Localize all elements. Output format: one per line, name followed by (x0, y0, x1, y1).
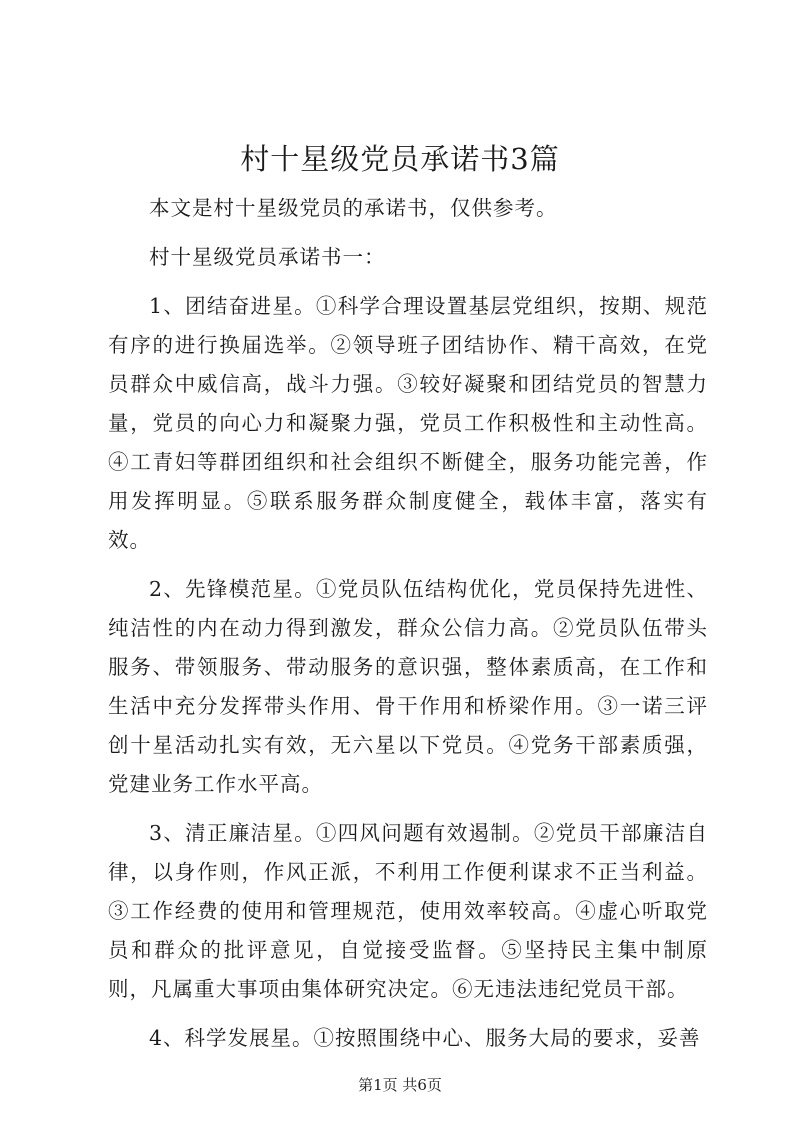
paragraph-item-3: 3、清正廉洁星。①四风问题有效遏制。②党员干部廉洁自律，以身作则，作风正派，不利用工作便利谋求不正当利益。③工作经费的使用和管理规范，使用效率较高。④虚心听取党员和群众的批评意见，自觉接受监督。⑤坚持民主集中制原则，凡属重大事项由集体研究决定。⑥无违法违纪党员干部。 (108, 821, 708, 1001)
paragraph-item-4: 4、科学发展星。①按照围绕中心、服务大局的要求，妥善 (149, 1026, 701, 1050)
paragraph-item-1: 1、团结奋进星。①科学合理设置基层党组织，按期、规范有序的进行换届选举。②领导班子团结协作、精干高效，在党员群众中威信高，战斗力强。③较好凝聚和团结党员的智慧力量，党员的向心力和凝聚力强，党员工作积极性和主动性高。④工青妇等群团组织和社会组织不断健全，服务功能完善，作用发挥明显。⑤联系服务群众制度健全，载体丰富，落实有效。 (108, 294, 708, 552)
paragraph-section-heading: 村十星级党员承诺书一： (149, 245, 386, 269)
paragraph-item-2: 2、先锋模范星。①党员队伍结构优化，党员保持先进性、纯洁性的内在动力得到激发，群众公信力高。②党员队伍带头服务、带领服务、带动服务的意识强，整体素质高，在工作和生活中充分发挥带头作用、骨干作用和桥梁作用。③一诺三评创十星活动扎实有效，无六星以下党员。④党务干部素质强，党建业务工作水平高。 (108, 577, 708, 796)
paragraph-intro: 本文是村十星级党员的承诺书，仅供参考。 (149, 196, 558, 220)
document-title: 村十星级党员承诺书3篇 (240, 142, 560, 176)
document-body (108, 189, 708, 1068)
page-footer: 第1页 共6页 (358, 1076, 442, 1094)
